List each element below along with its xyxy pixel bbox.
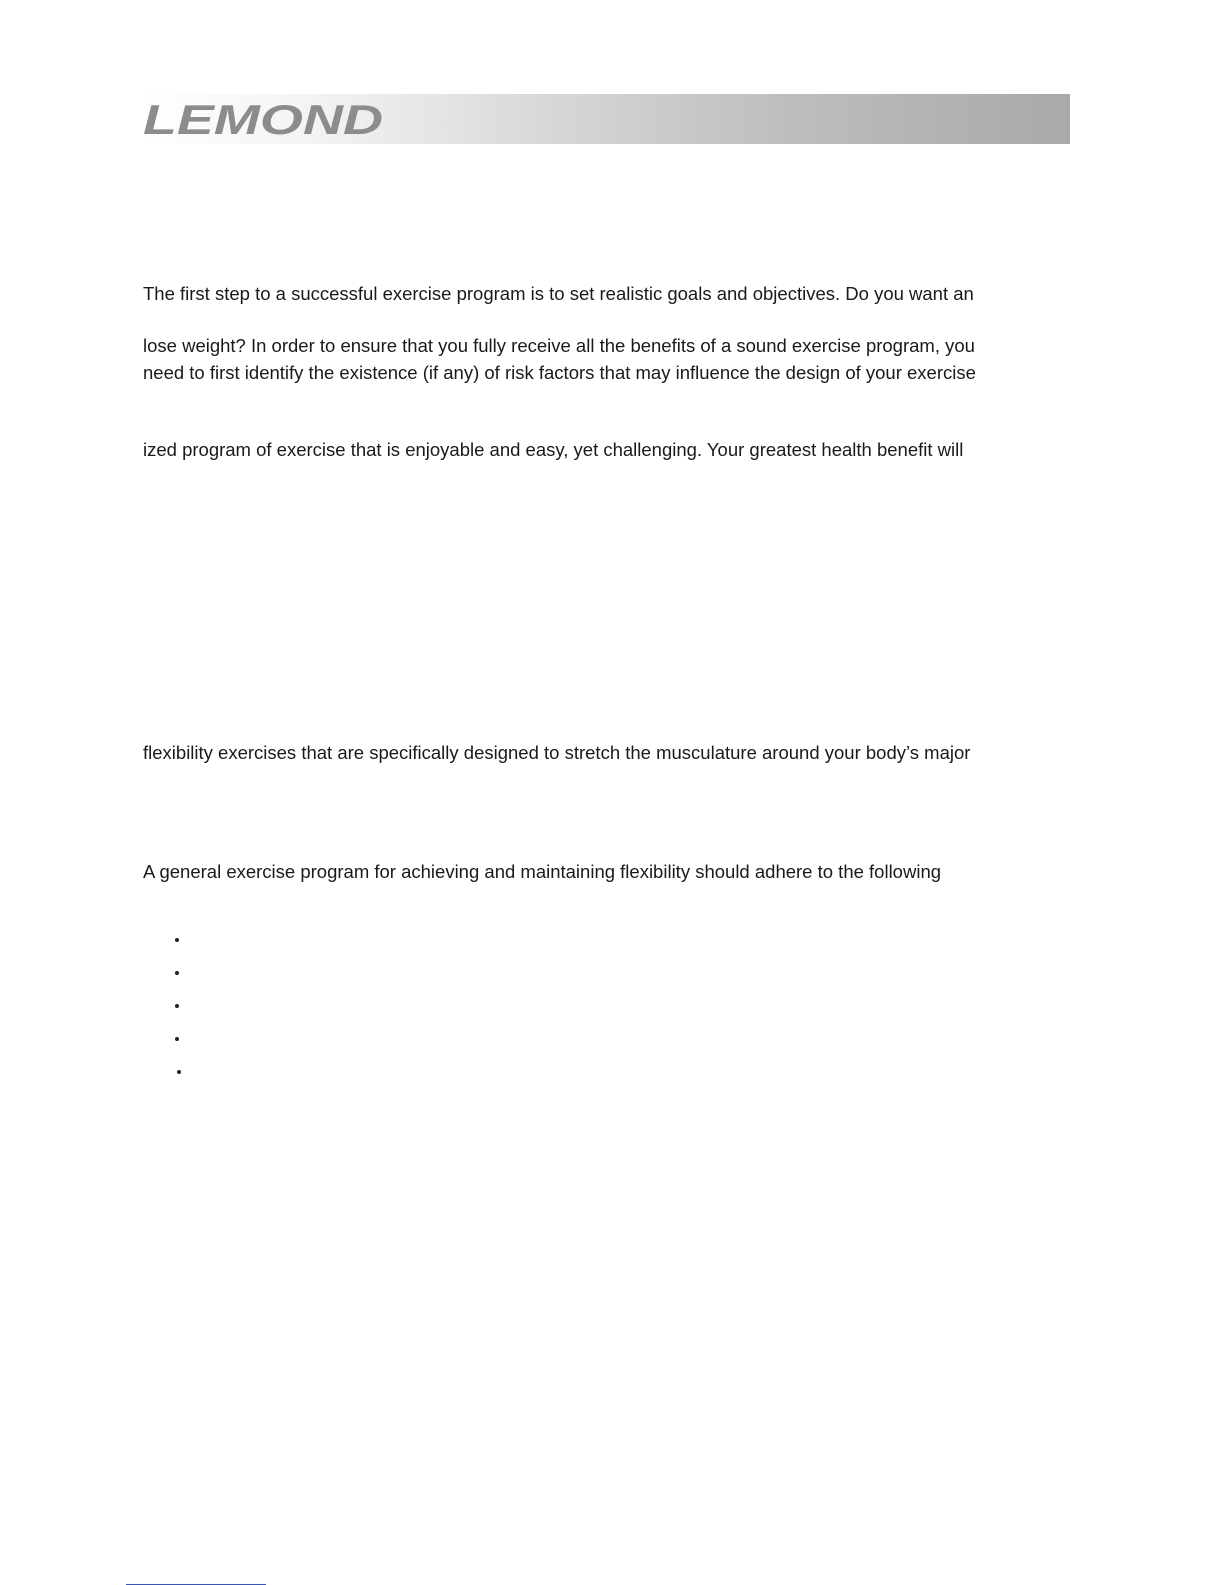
brand-logo [143,96,393,140]
brand-logo-text: LEMOND [143,96,383,140]
bullet-dot [177,1070,181,1074]
paragraph-line: The first step to a successful exercise program is to set realistic goals and objectives. Do you want an [143,283,974,304]
paragraph-line: A general exercise program for achieving and maintaining flexibility should adhere to the following [143,861,942,882]
paragraph-line: ized program of exercise that is enjoyable and easy, yet challenging. Your greatest health benefit will [143,439,964,460]
paragraph-line: need to first identify the existence (if any) of risk factors that may influence the design of your exercise [143,362,976,383]
bullet-dot [175,1004,179,1008]
bullet-dot [175,971,179,975]
header-banner [141,94,1070,144]
paragraph-line: lose weight? In order to ensure that you fully receive all the benefits of a sound exercise program, you [143,335,975,356]
bullet-dot [175,938,179,942]
paragraph-line: flexibility exercises that are specifically designed to stretch the musculature around your body’s major [143,742,971,763]
bullet-dot [175,1037,179,1041]
